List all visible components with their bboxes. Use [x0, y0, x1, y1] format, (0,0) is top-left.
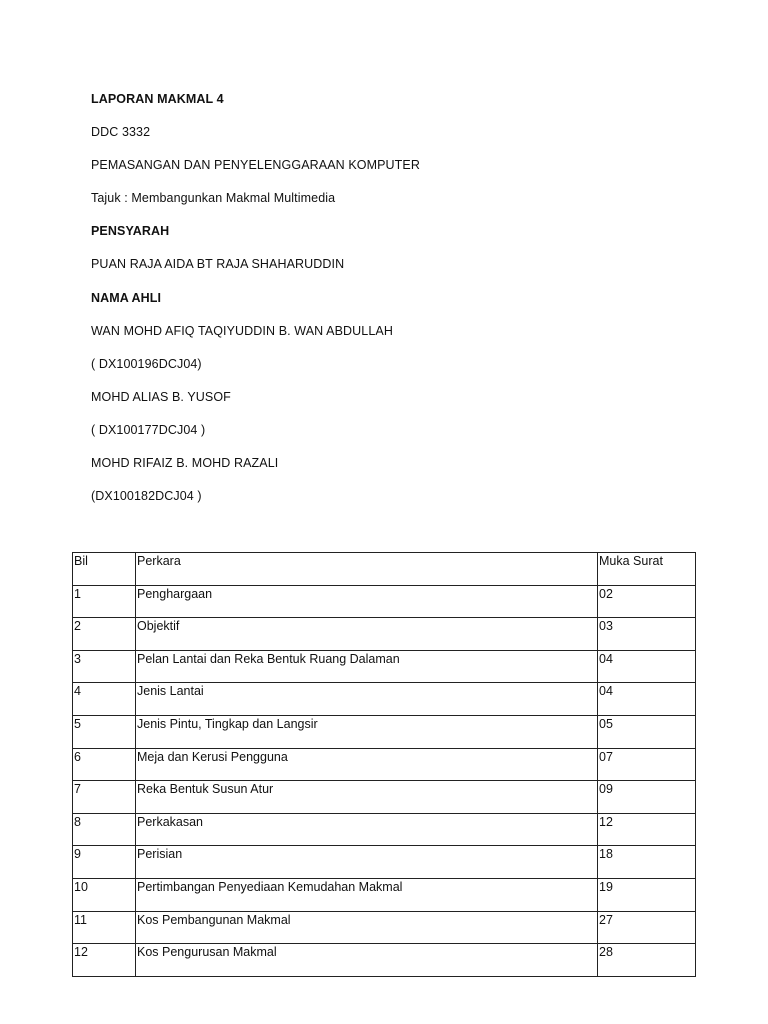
report-header [91, 92, 691, 522]
cell-perkara: Kos Pengurusan Makmal [136, 944, 598, 977]
cell-bil: 10 [73, 878, 136, 911]
table-row [73, 878, 696, 911]
cell-bil: 3 [73, 650, 136, 683]
cell-muka-surat: 04 [598, 683, 696, 716]
course-code: DDC 3332 [91, 125, 151, 140]
cell-bil: 8 [73, 813, 136, 846]
table-row [73, 683, 696, 716]
cell-perkara: Jenis Pintu, Tingkap dan Langsir [136, 715, 598, 748]
lecturer-label: PENSYARAH [91, 224, 170, 239]
member-id: ( DX100177DCJ04 ) [91, 422, 206, 437]
cell-perkara: Perkakasan [136, 813, 598, 846]
table-row [73, 650, 696, 683]
cell-bil: 2 [73, 618, 136, 651]
table-row [73, 715, 696, 748]
course-name: PEMASANGAN DAN PENYELENGGARAAN KOMPUTER [91, 158, 420, 173]
table-row [73, 944, 696, 977]
member-id: ( DX100196DCJ04) [91, 356, 202, 371]
cell-perkara: Objektif [136, 618, 598, 651]
table-row [73, 846, 696, 879]
members-label: NAMA AHLI [91, 290, 162, 305]
report-topic: Tajuk : Membangunkan Makmal Multimedia [91, 191, 336, 206]
header-bil: Bil [73, 553, 136, 586]
report-title: LAPORAN MAKMAL 4 [91, 92, 224, 106]
cell-muka-surat: 07 [598, 748, 696, 781]
cell-perkara: Pelan Lantai dan Reka Bentuk Ruang Dalaman [136, 650, 598, 683]
member-id: (DX100182DCJ04 ) [91, 489, 202, 504]
cell-perkara: Reka Bentuk Susun Atur [136, 781, 598, 814]
cell-muka-surat: 12 [598, 813, 696, 846]
member-name: WAN MOHD AFIQ TAQIYUDDIN B. WAN ABDULLAH [91, 323, 393, 338]
cell-bil: 12 [73, 944, 136, 977]
header-muka-surat: Muka Surat [598, 553, 696, 586]
cell-perkara: Perisian [136, 846, 598, 879]
cell-bil: 5 [73, 715, 136, 748]
cell-bil: 9 [73, 846, 136, 879]
cell-muka-surat: 02 [598, 585, 696, 618]
member-name: MOHD ALIAS B. YUSOF [91, 389, 231, 404]
table-row [73, 911, 696, 944]
table-row [73, 618, 696, 651]
contents-table [72, 552, 696, 977]
member-name: MOHD RIFAIZ B. MOHD RAZALI [91, 456, 279, 471]
cell-muka-surat: 27 [598, 911, 696, 944]
cell-bil: 4 [73, 683, 136, 716]
cell-perkara: Meja dan Kerusi Pengguna [136, 748, 598, 781]
cell-muka-surat: 03 [598, 618, 696, 651]
table-row [73, 813, 696, 846]
cell-muka-surat: 04 [598, 650, 696, 683]
cell-muka-surat: 18 [598, 846, 696, 879]
table-row [73, 781, 696, 814]
cell-muka-surat: 28 [598, 944, 696, 977]
header-perkara: Perkara [136, 553, 598, 586]
cell-muka-surat: 05 [598, 715, 696, 748]
cell-perkara: Pertimbangan Penyediaan Kemudahan Makmal [136, 878, 598, 911]
table-row [73, 585, 696, 618]
cell-bil: 7 [73, 781, 136, 814]
cell-bil: 6 [73, 748, 136, 781]
table-header-row [73, 553, 696, 586]
cell-bil: 1 [73, 585, 136, 618]
cell-perkara: Kos Pembangunan Makmal [136, 911, 598, 944]
cell-muka-surat: 19 [598, 878, 696, 911]
cell-perkara: Jenis Lantai [136, 683, 598, 716]
cell-bil: 11 [73, 911, 136, 944]
table-row [73, 748, 696, 781]
cell-muka-surat: 09 [598, 781, 696, 814]
lecturer-name: PUAN RAJA AIDA BT RAJA SHAHARUDDIN [91, 257, 345, 272]
cell-perkara: Penghargaan [136, 585, 598, 618]
